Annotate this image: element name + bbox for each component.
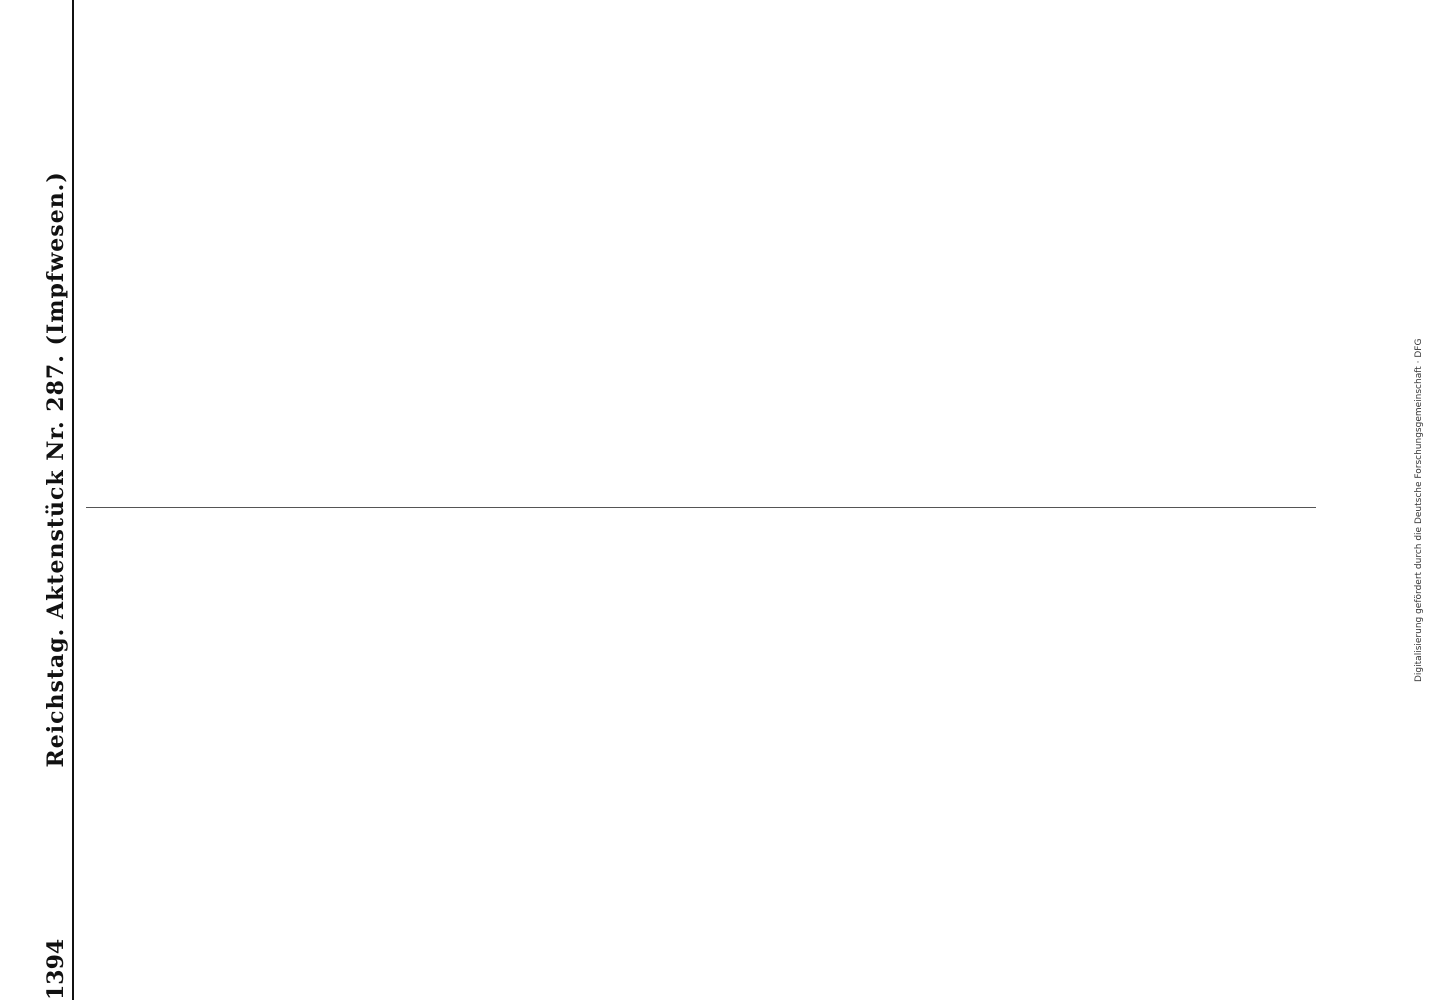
dfg-side-caption: Digitalisierung gefördert durch die Deutsche Forschungsgemeinschaft · DFG	[1414, 338, 1424, 682]
column-divider	[86, 507, 1316, 508]
page-header	[40, 0, 74, 1000]
right-column	[86, 30, 1326, 485]
page-number: 1394	[43, 938, 69, 1000]
left-column	[86, 520, 1326, 975]
running-title: Reichstag. Aktenstück Nr. 287. (Impfwesen.)	[43, 171, 69, 768]
